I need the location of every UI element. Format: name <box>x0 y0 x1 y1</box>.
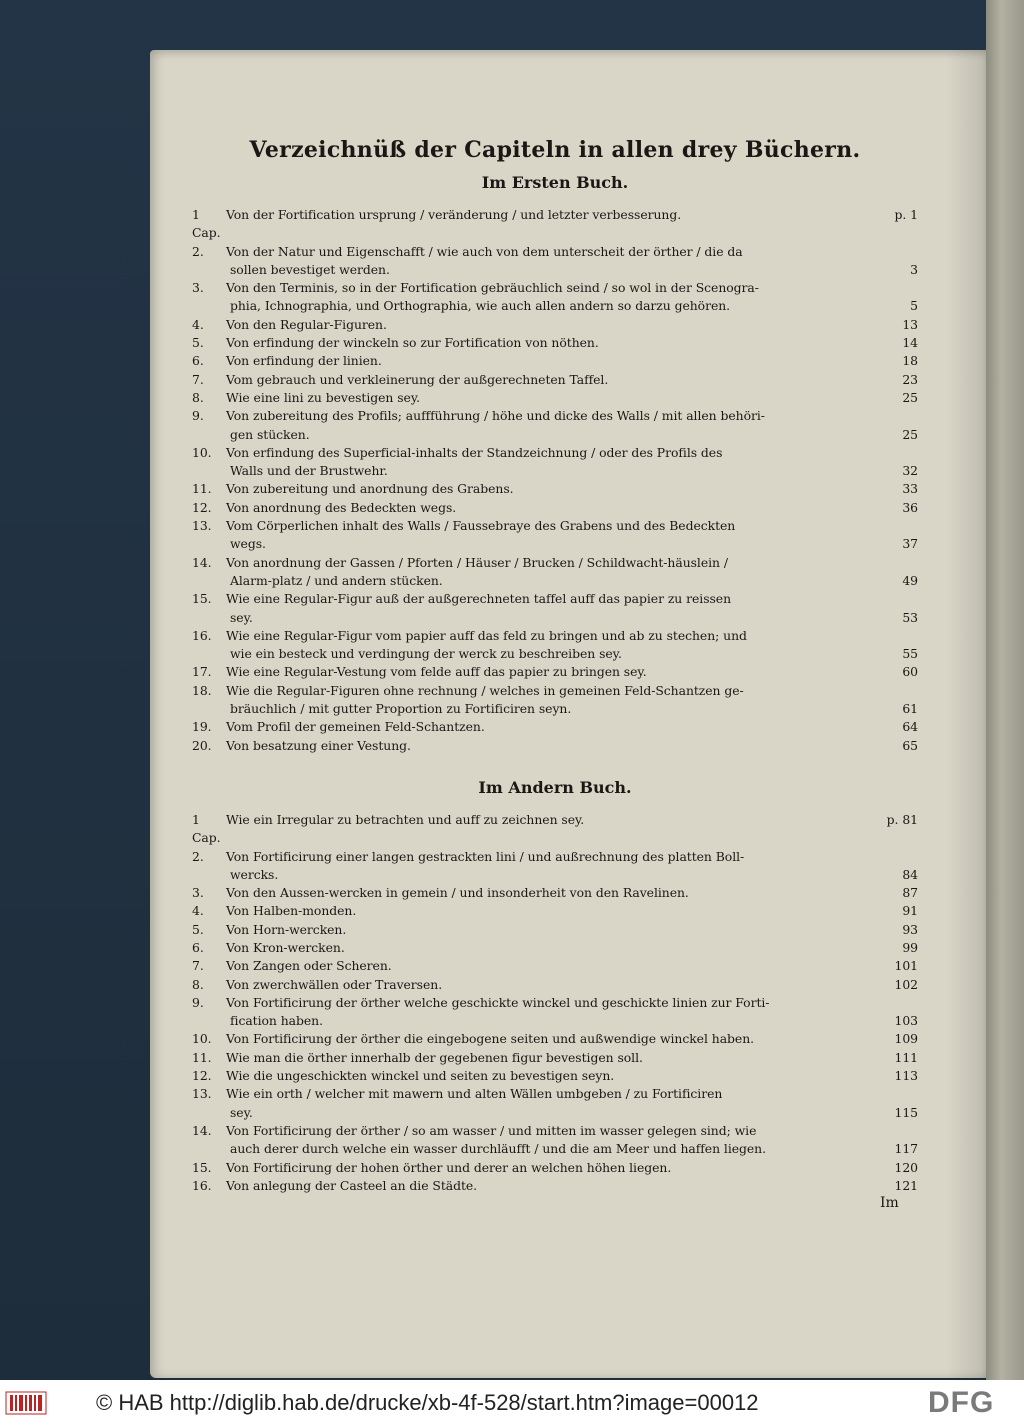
book1-entry-list <box>192 206 918 755</box>
toc-entry <box>192 590 918 627</box>
entry-page-number: 37 <box>902 536 918 552</box>
entry-number: 4. <box>192 316 204 332</box>
toc-entry <box>192 243 918 280</box>
entry-page-number: 55 <box>902 646 918 662</box>
entry-line <box>226 811 918 829</box>
entry-title: Vom Cörperlichen inhalt des Walls / Faussebraye des Grabens und des Bedeckten <box>226 518 736 534</box>
entry-title: Von Halben-monden. <box>226 903 357 919</box>
table-of-contents <box>192 132 918 1195</box>
entry-page-number: 117 <box>894 1141 918 1157</box>
entry-number: 7. <box>192 958 204 974</box>
footer-bar <box>0 1380 1024 1426</box>
entry-line <box>226 334 918 352</box>
entry-line <box>226 407 918 425</box>
entry-line <box>226 921 918 939</box>
entry-number: 6. <box>192 353 204 369</box>
entry-title: Wie die ungeschickten winckel und seiten zu bevestigen seyn. <box>226 1068 615 1084</box>
entry-title: Wie ein orth / welcher mit mawern und alten Wällen umbgeben / zu Fortificiren <box>226 1086 723 1102</box>
entry-title: gen stücken. <box>230 426 310 442</box>
entry-line <box>226 462 918 480</box>
entry-page-number: 113 <box>894 1068 918 1084</box>
toc-entry <box>192 206 918 243</box>
entry-page-number: 23 <box>902 371 918 387</box>
entry-line <box>226 371 918 389</box>
toc-entry <box>192 921 918 939</box>
entry-title: Wie eine lini zu bevestigen sey. <box>226 389 421 405</box>
entry-number: 12. <box>192 499 212 515</box>
entry-line <box>226 535 918 553</box>
entry-page-number: 101 <box>894 958 918 974</box>
entry-title: Von besatzung einer Vestung. <box>226 737 411 753</box>
entry-line <box>226 1067 918 1085</box>
toc-entry <box>192 1159 918 1177</box>
entry-line <box>226 884 918 902</box>
entry-body <box>226 554 918 591</box>
entry-number: 5. <box>192 921 204 937</box>
entry-line <box>226 261 918 279</box>
entry-body <box>226 811 918 848</box>
entry-title: sey. <box>230 1104 253 1120</box>
entry-body <box>226 499 918 517</box>
entry-page-number: 60 <box>902 664 918 680</box>
entry-line <box>226 848 918 866</box>
entry-body <box>226 279 918 316</box>
toc-entry <box>192 848 918 885</box>
entry-title: bräuchlich / mit gutter Proportion zu Fortificiren seyn. <box>230 701 572 717</box>
toc-entry <box>192 994 918 1031</box>
toc-entry <box>192 957 918 975</box>
entry-body <box>226 718 918 736</box>
entry-body <box>226 1159 918 1177</box>
entry-body <box>226 480 918 498</box>
toc-entry <box>192 480 918 498</box>
entry-number: 18. <box>192 682 212 698</box>
entry-line <box>226 243 918 261</box>
toc-entry <box>192 976 918 994</box>
entry-page-number: 111 <box>894 1049 918 1065</box>
entry-page-number: p. 1 <box>894 207 918 222</box>
entry-title: Von den Regular-Figuren. <box>226 316 387 332</box>
entry-title: fication haben. <box>230 1013 323 1029</box>
entry-body <box>226 1030 918 1048</box>
entry-title: Von Kron-wercken. <box>226 939 345 955</box>
entry-page-number: 25 <box>902 389 918 405</box>
entry-title: wie ein besteck und verdingung der werck zu beschreiben sey. <box>230 646 622 662</box>
entry-body <box>226 737 918 755</box>
entry-title: Von zubereitung und anordnung des Grabens. <box>226 481 514 497</box>
toc-entry <box>192 279 918 316</box>
entry-number: 11. <box>192 481 212 497</box>
entry-body <box>226 627 918 664</box>
toc-entry <box>192 1085 918 1122</box>
entry-body <box>226 921 918 939</box>
toc-entry <box>192 1177 918 1195</box>
entry-line <box>226 609 918 627</box>
toc-entry <box>192 334 918 352</box>
entry-body <box>226 663 918 681</box>
entry-title: Wie eine Regular-Vestung vom felde auff das papier zu bringen sey. <box>226 664 647 680</box>
entry-title: Alarm-platz / und andern stücken. <box>230 572 443 588</box>
entry-line <box>226 1159 918 1177</box>
entry-line <box>226 590 918 608</box>
entry-body <box>226 371 918 389</box>
toc-entry <box>192 1067 918 1085</box>
entry-page-number: 120 <box>894 1159 918 1175</box>
entry-number: 9. <box>192 994 204 1010</box>
entry-number: 3. <box>192 885 204 901</box>
entry-number: 9. <box>192 408 204 424</box>
entry-line <box>226 572 918 590</box>
entry-title: Vom Profil der gemeinen Feld-Schantzen. <box>226 719 485 735</box>
toc-entry <box>192 884 918 902</box>
entry-number: 17. <box>192 664 212 680</box>
entry-body <box>226 407 918 444</box>
entry-number: 14. <box>192 1122 212 1138</box>
entry-page-number: 14 <box>902 335 918 351</box>
entry-title: Von Zangen oder Scheren. <box>226 958 392 974</box>
entry-title: Wie eine Regular-Figur vom papier auff das feld zu bringen und ab zu stechen; und <box>226 627 747 643</box>
entry-number: 8. <box>192 976 204 992</box>
entry-title: Von erfindung der winckeln so zur Fortification von nöthen. <box>226 335 599 351</box>
entry-line <box>226 352 918 370</box>
entry-line <box>226 480 918 498</box>
entry-number: 13. <box>192 518 212 534</box>
entry-page-number: 102 <box>894 976 918 992</box>
entry-title: Wie man die örther innerhalb der gegebenen figur bevestigen soll. <box>226 1049 643 1065</box>
entry-page-number: 49 <box>902 572 918 588</box>
entry-title: Von anlegung der Casteel an die Städte. <box>226 1177 478 1193</box>
entry-line <box>226 1177 918 1195</box>
entry-body <box>226 939 918 957</box>
entry-line <box>226 1030 918 1048</box>
entry-body <box>226 682 918 719</box>
entry-number: 7. <box>192 371 204 387</box>
entry-line <box>226 718 918 736</box>
entry-body <box>226 352 918 370</box>
entry-line <box>226 902 918 920</box>
entry-line <box>226 389 918 407</box>
entry-body <box>226 957 918 975</box>
entry-title: Von anordnung des Bedeckten wegs. <box>226 499 457 515</box>
entry-page-number: 84 <box>902 866 918 882</box>
entry-title: Von zwerchwällen oder Traversen. <box>226 976 443 992</box>
entry-line <box>226 1012 918 1030</box>
entry-page-number: 64 <box>902 719 918 735</box>
entry-line <box>226 627 918 645</box>
entry-line <box>226 682 918 700</box>
entry-page-number: 36 <box>902 499 918 515</box>
toc-entry <box>192 352 918 370</box>
entry-line <box>226 737 918 755</box>
toc-entry <box>192 939 918 957</box>
entry-line <box>226 554 918 572</box>
toc-entry <box>192 737 918 755</box>
entry-line <box>226 1085 918 1103</box>
entry-page-number: 87 <box>902 885 918 901</box>
entry-line <box>226 1140 918 1158</box>
book2-entry-list <box>192 811 918 1195</box>
entry-number: 10. <box>192 444 212 460</box>
entry-line <box>226 994 918 1012</box>
entry-page-number: 13 <box>902 316 918 332</box>
entry-page-number: 121 <box>894 1177 918 1193</box>
book-page-edge <box>986 0 1024 1380</box>
entry-title: Von der Fortification ursprung / veränderung / und letzter verbesserung. <box>226 207 682 222</box>
entry-number: 2. <box>192 243 204 259</box>
entry-page-number: 32 <box>902 463 918 479</box>
entry-body <box>226 902 918 920</box>
entry-page-number: 93 <box>902 921 918 937</box>
entry-page-number: 18 <box>902 353 918 369</box>
entry-page-number: 99 <box>902 939 918 955</box>
entry-number: 1 Cap. <box>192 207 221 241</box>
entry-title: Von erfindung der linien. <box>226 353 382 369</box>
entry-title: Von den Aussen-wercken in gemein / und insonderheit von den Ravelinen. <box>226 885 689 901</box>
copyright-link[interactable]: © HAB http://diglib.hab.de/drucke/xb-4f-528/start.htm?image=00012 <box>96 1390 759 1415</box>
entry-line <box>226 206 918 224</box>
entry-number: 15. <box>192 591 212 607</box>
entry-page-number: 33 <box>902 481 918 497</box>
entry-body <box>226 590 918 627</box>
entry-number: 3. <box>192 280 204 296</box>
toc-entry <box>192 316 918 334</box>
book2-heading: Im Andern Buch. <box>478 777 632 797</box>
entry-body <box>226 243 918 280</box>
entry-line <box>226 976 918 994</box>
entry-body <box>226 1067 918 1085</box>
entry-title: phia, Ichnographia, und Orthographia, wie auch allen andern so darzu gehören. <box>230 298 731 314</box>
entry-number: 14. <box>192 554 212 570</box>
hab-barcode-icon <box>4 1388 48 1418</box>
entry-body <box>226 994 918 1031</box>
entry-body <box>226 1049 918 1067</box>
entry-title: Walls und der Brustwehr. <box>230 463 388 479</box>
entry-line <box>226 499 918 517</box>
entry-line <box>226 444 918 462</box>
book1-heading: Im Ersten Buch. <box>481 173 629 192</box>
entry-line <box>226 939 918 957</box>
entry-body <box>226 206 918 243</box>
entry-line <box>226 957 918 975</box>
entry-number: 16. <box>192 627 212 643</box>
entry-title: sollen bevestiget werden. <box>230 261 390 277</box>
toc-entry <box>192 1030 918 1048</box>
entry-number: 16. <box>192 1177 212 1193</box>
entry-page-number: p. 81 <box>886 811 918 827</box>
entry-number: 2. <box>192 848 204 864</box>
entry-number: 13. <box>192 1086 212 1102</box>
entry-page-number: 103 <box>894 1013 918 1029</box>
entry-number: 20. <box>192 737 212 753</box>
entry-page-number: 61 <box>902 701 918 717</box>
entry-title: Von Fortificirung der hohen örther und derer an welchen höhen liegen. <box>226 1159 672 1175</box>
entry-title: Von erfindung des Superficial-inhalts der Standzeichnung / oder des Profils des <box>226 444 723 460</box>
entry-title: auch derer durch welche ein wasser durchläufft / und die am Meer und haffen liegen. <box>230 1141 766 1157</box>
entry-line <box>226 1122 918 1140</box>
entry-line <box>226 866 918 884</box>
toc-entry <box>192 811 918 848</box>
entry-title: wercks. <box>230 866 279 882</box>
toc-entry <box>192 718 918 736</box>
toc-entry <box>192 663 918 681</box>
entry-page-number: 109 <box>894 1031 918 1047</box>
entry-line <box>226 279 918 297</box>
entry-body <box>226 884 918 902</box>
entry-number: 6. <box>192 939 204 955</box>
entry-body <box>226 389 918 407</box>
entry-page-number: 53 <box>902 609 918 625</box>
entry-title: wegs. <box>230 536 266 552</box>
entry-title: Von anordnung der Gassen / Pforten / Häuser / Brucken / Schildwacht-häuslein / <box>226 554 728 570</box>
entry-title: Von Fortificirung der örther welche geschickte winckel und geschickte linien zur Forti- <box>226 994 770 1010</box>
toc-entry <box>192 371 918 389</box>
page-title: Verzeichnüß der Capiteln in allen drey Büchern. <box>249 137 861 163</box>
entry-page-number: 65 <box>902 737 918 753</box>
entry-body <box>226 334 918 352</box>
entry-title: Vom gebrauch und verkleinerung der außgerechneten Taffel. <box>226 371 609 387</box>
toc-entry <box>192 444 918 481</box>
toc-entry <box>192 682 918 719</box>
entry-page-number: 91 <box>902 903 918 919</box>
toc-entry <box>192 517 918 554</box>
toc-entry <box>192 1049 918 1067</box>
entry-title: Von Fortificirung der örther / so am wasser / und mitten im wasser gelegen sind; wie <box>226 1122 757 1138</box>
entry-line <box>226 1104 918 1122</box>
entry-title: Wie die Regular-Figuren ohne rechnung / welches in gemeinen Feld-Schantzen ge- <box>226 682 744 698</box>
entry-number: 1 Cap. <box>192 811 221 846</box>
entry-line <box>226 663 918 681</box>
entry-number: 8. <box>192 389 204 405</box>
entry-number: 19. <box>192 719 212 735</box>
entry-number: 10. <box>192 1031 212 1047</box>
entry-page-number: 115 <box>894 1104 918 1120</box>
entry-title: Von zubereitung des Profils; auffführung / höhe und dicke des Walls / mit allen behöri- <box>226 408 765 424</box>
toc-entry <box>192 902 918 920</box>
entry-line <box>226 426 918 444</box>
entry-line <box>226 645 918 663</box>
entry-body <box>226 976 918 994</box>
toc-entry <box>192 499 918 517</box>
entry-line <box>226 1049 918 1067</box>
toc-entry <box>192 627 918 664</box>
entry-line <box>226 700 918 718</box>
entry-page-number: 3 <box>910 261 918 277</box>
entry-line <box>226 297 918 315</box>
entry-body <box>226 1085 918 1122</box>
entry-number: 4. <box>192 903 204 919</box>
entry-title: Von den Terminis, so in der Fortification gebräuchlich seind / so wol in der Scenogra- <box>226 280 759 296</box>
entry-title: Von Fortificirung einer langen gestrackten lini / und außrechnung des platten Boll- <box>226 848 745 864</box>
entry-title: Von der Natur und Eigenschafft / wie auch von dem unterscheit der örther / die da <box>226 243 743 259</box>
toc-entry <box>192 1122 918 1159</box>
entry-number: 15. <box>192 1159 212 1175</box>
entry-title: Von Horn-wercken. <box>226 921 347 937</box>
entry-title: Wie ein Irregular zu betrachten und auff zu zeichnen sey. <box>226 811 585 827</box>
entry-body <box>226 1177 918 1195</box>
entry-body <box>226 1122 918 1159</box>
entry-number: 5. <box>192 335 204 351</box>
entry-page-number: 5 <box>910 298 918 314</box>
entry-line <box>226 316 918 334</box>
entry-line <box>226 517 918 535</box>
dfg-logo: DFG <box>928 1386 995 1419</box>
entry-number: 12. <box>192 1068 212 1084</box>
entry-title: sey. <box>230 609 253 625</box>
toc-entry <box>192 554 918 591</box>
entry-page-number: 25 <box>902 426 918 442</box>
entry-number: 11. <box>192 1049 212 1065</box>
catchword: Im <box>880 1195 899 1211</box>
toc-entry <box>192 407 918 444</box>
entry-body <box>226 316 918 334</box>
toc-entry <box>192 389 918 407</box>
entry-body <box>226 444 918 481</box>
entry-title: Wie eine Regular-Figur auß der außgerechneten taffel auff das papier zu reissen <box>226 591 732 607</box>
entry-body <box>226 517 918 554</box>
entry-body <box>226 848 918 885</box>
entry-title: Von Fortificirung der örther die eingebogene seiten und außwendige winckel haben. <box>226 1031 755 1047</box>
